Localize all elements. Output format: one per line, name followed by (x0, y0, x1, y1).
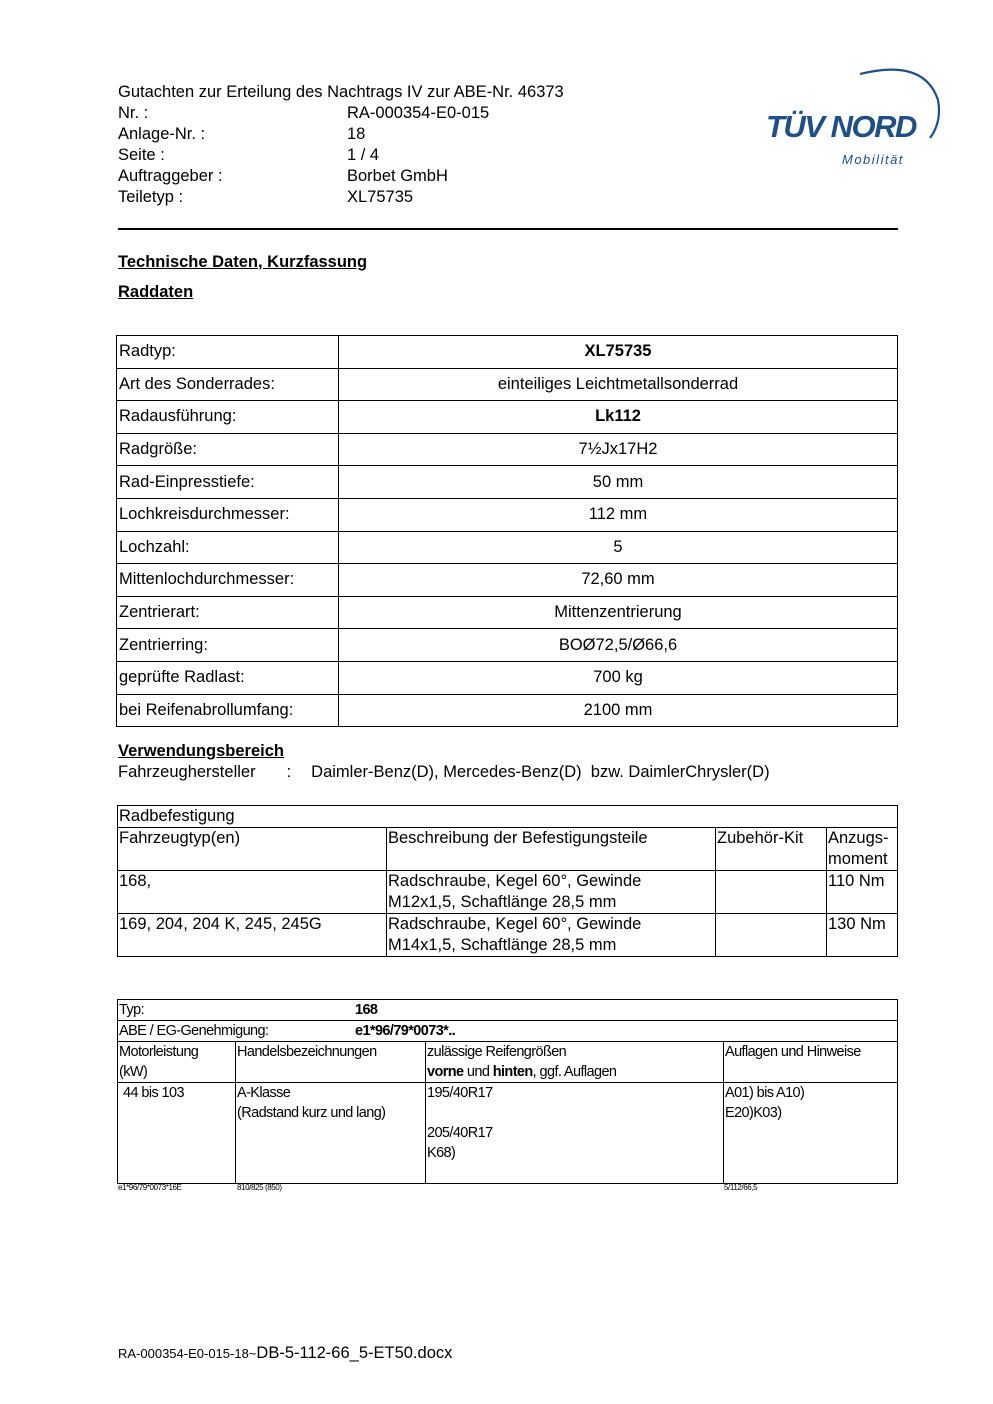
document-footer: RA-000354-E0-015-18~DB-5-112-66_5-ET50.docx (118, 1344, 453, 1362)
table-row: Typ: 168 (118, 1000, 898, 1021)
table-row: Radausführung: Lk112 (117, 401, 898, 434)
table-row: Rad-Einpresstiefe: 50 mm (117, 466, 898, 499)
footnote-approval: e1*96/79*0073*16E (118, 1183, 182, 1192)
section-technical-data: Technische Daten, Kurzfassung (118, 253, 368, 271)
document-header (118, 82, 564, 208)
header-row-anlage: Anlage-Nr. : 18 (118, 125, 366, 143)
section-verwendungsbereich: Verwendungsbereich (118, 742, 284, 760)
table-row: Radgröße: 7½Jx17H2 (117, 433, 898, 466)
table-row: Art des Sonderrades: einteiliges Leichtmetallsonderrad (117, 368, 898, 401)
document-title: Gutachten zur Erteilung des Nachtrags IV zur ABE-Nr. 46373 (118, 83, 564, 101)
fahrzeughersteller-row: Fahrzeughersteller : Daimler-Benz(D), Mercedes-Benz(D) bzw. DaimlerChrysler(D) (118, 763, 770, 781)
raddaten-table (116, 335, 898, 727)
header-row-teiletyp: Teiletyp : XL75735 (118, 188, 414, 206)
header-row-nr: Nr. : RA-000354-E0-015 (118, 104, 490, 122)
table-row: Zentrierring: BOØ72,5/Ø66,6 (117, 629, 898, 662)
header-row-auftraggeber: Auftraggeber : Borbet GmbH (118, 167, 448, 185)
footnote-codes: 810/825 (850) (237, 1183, 282, 1192)
table-row: Fahrzeugtyp(en) Beschreibung der Befestigungsteile Zubehör-Kit Anzugs- moment (118, 828, 898, 871)
table-row: Zentrierart: Mittenzentrierung (117, 596, 898, 629)
table-row: Radbefestigung (118, 806, 898, 828)
table-row: Radtyp: XL75735 (117, 336, 898, 369)
logo-subtitle: Mobilität (842, 152, 904, 167)
table-row: 168, Radschraube, Kegel 60°, Gewinde M12x1,5, Schaftlänge 28,5 mm 110 Nm (118, 871, 898, 914)
table-row: Motorleistung (kW) Handelsbezeichnungen zulässige Reifengrößen vorne und hinten, ggf. Auflagen Auflagen und Hinweise (118, 1042, 898, 1083)
table-row: 44 bis 103 A-Klasse (Radstand kurz und lang) 195/40R17 205/40R17 K68) A01) bis A10) E20)K03) (118, 1083, 898, 1184)
table-row: Lochzahl: 5 (117, 531, 898, 564)
tuev-nord-logo: TÜV NORD (766, 109, 916, 144)
table-row: geprüfte Radlast: 700 kg (117, 661, 898, 694)
footnote-bolt-pattern: 5/112/66,5 (724, 1183, 758, 1192)
header-divider (118, 228, 898, 230)
radbefestigung-table (117, 805, 898, 957)
table-row: 169, 204, 204 K, 245, 245G Radschraube, Kegel 60°, Gewinde M14x1,5, Schaftlänge 28,5 mm 130 Nm (118, 914, 898, 957)
table-row: ABE / EG-Genehmigung: e1*96/79*0073*.. (118, 1021, 898, 1042)
table-row: Lochkreisdurchmesser: 112 mm (117, 498, 898, 531)
table-row: bei Reifenabrollumfang: 2100 mm (117, 694, 898, 727)
typ-table (117, 999, 898, 1184)
header-row-seite: Seite : 1 / 4 (118, 146, 380, 164)
section-raddaten: Raddaten (118, 283, 194, 301)
table-row: Mittenlochdurchmesser: 72,60 mm (117, 564, 898, 597)
